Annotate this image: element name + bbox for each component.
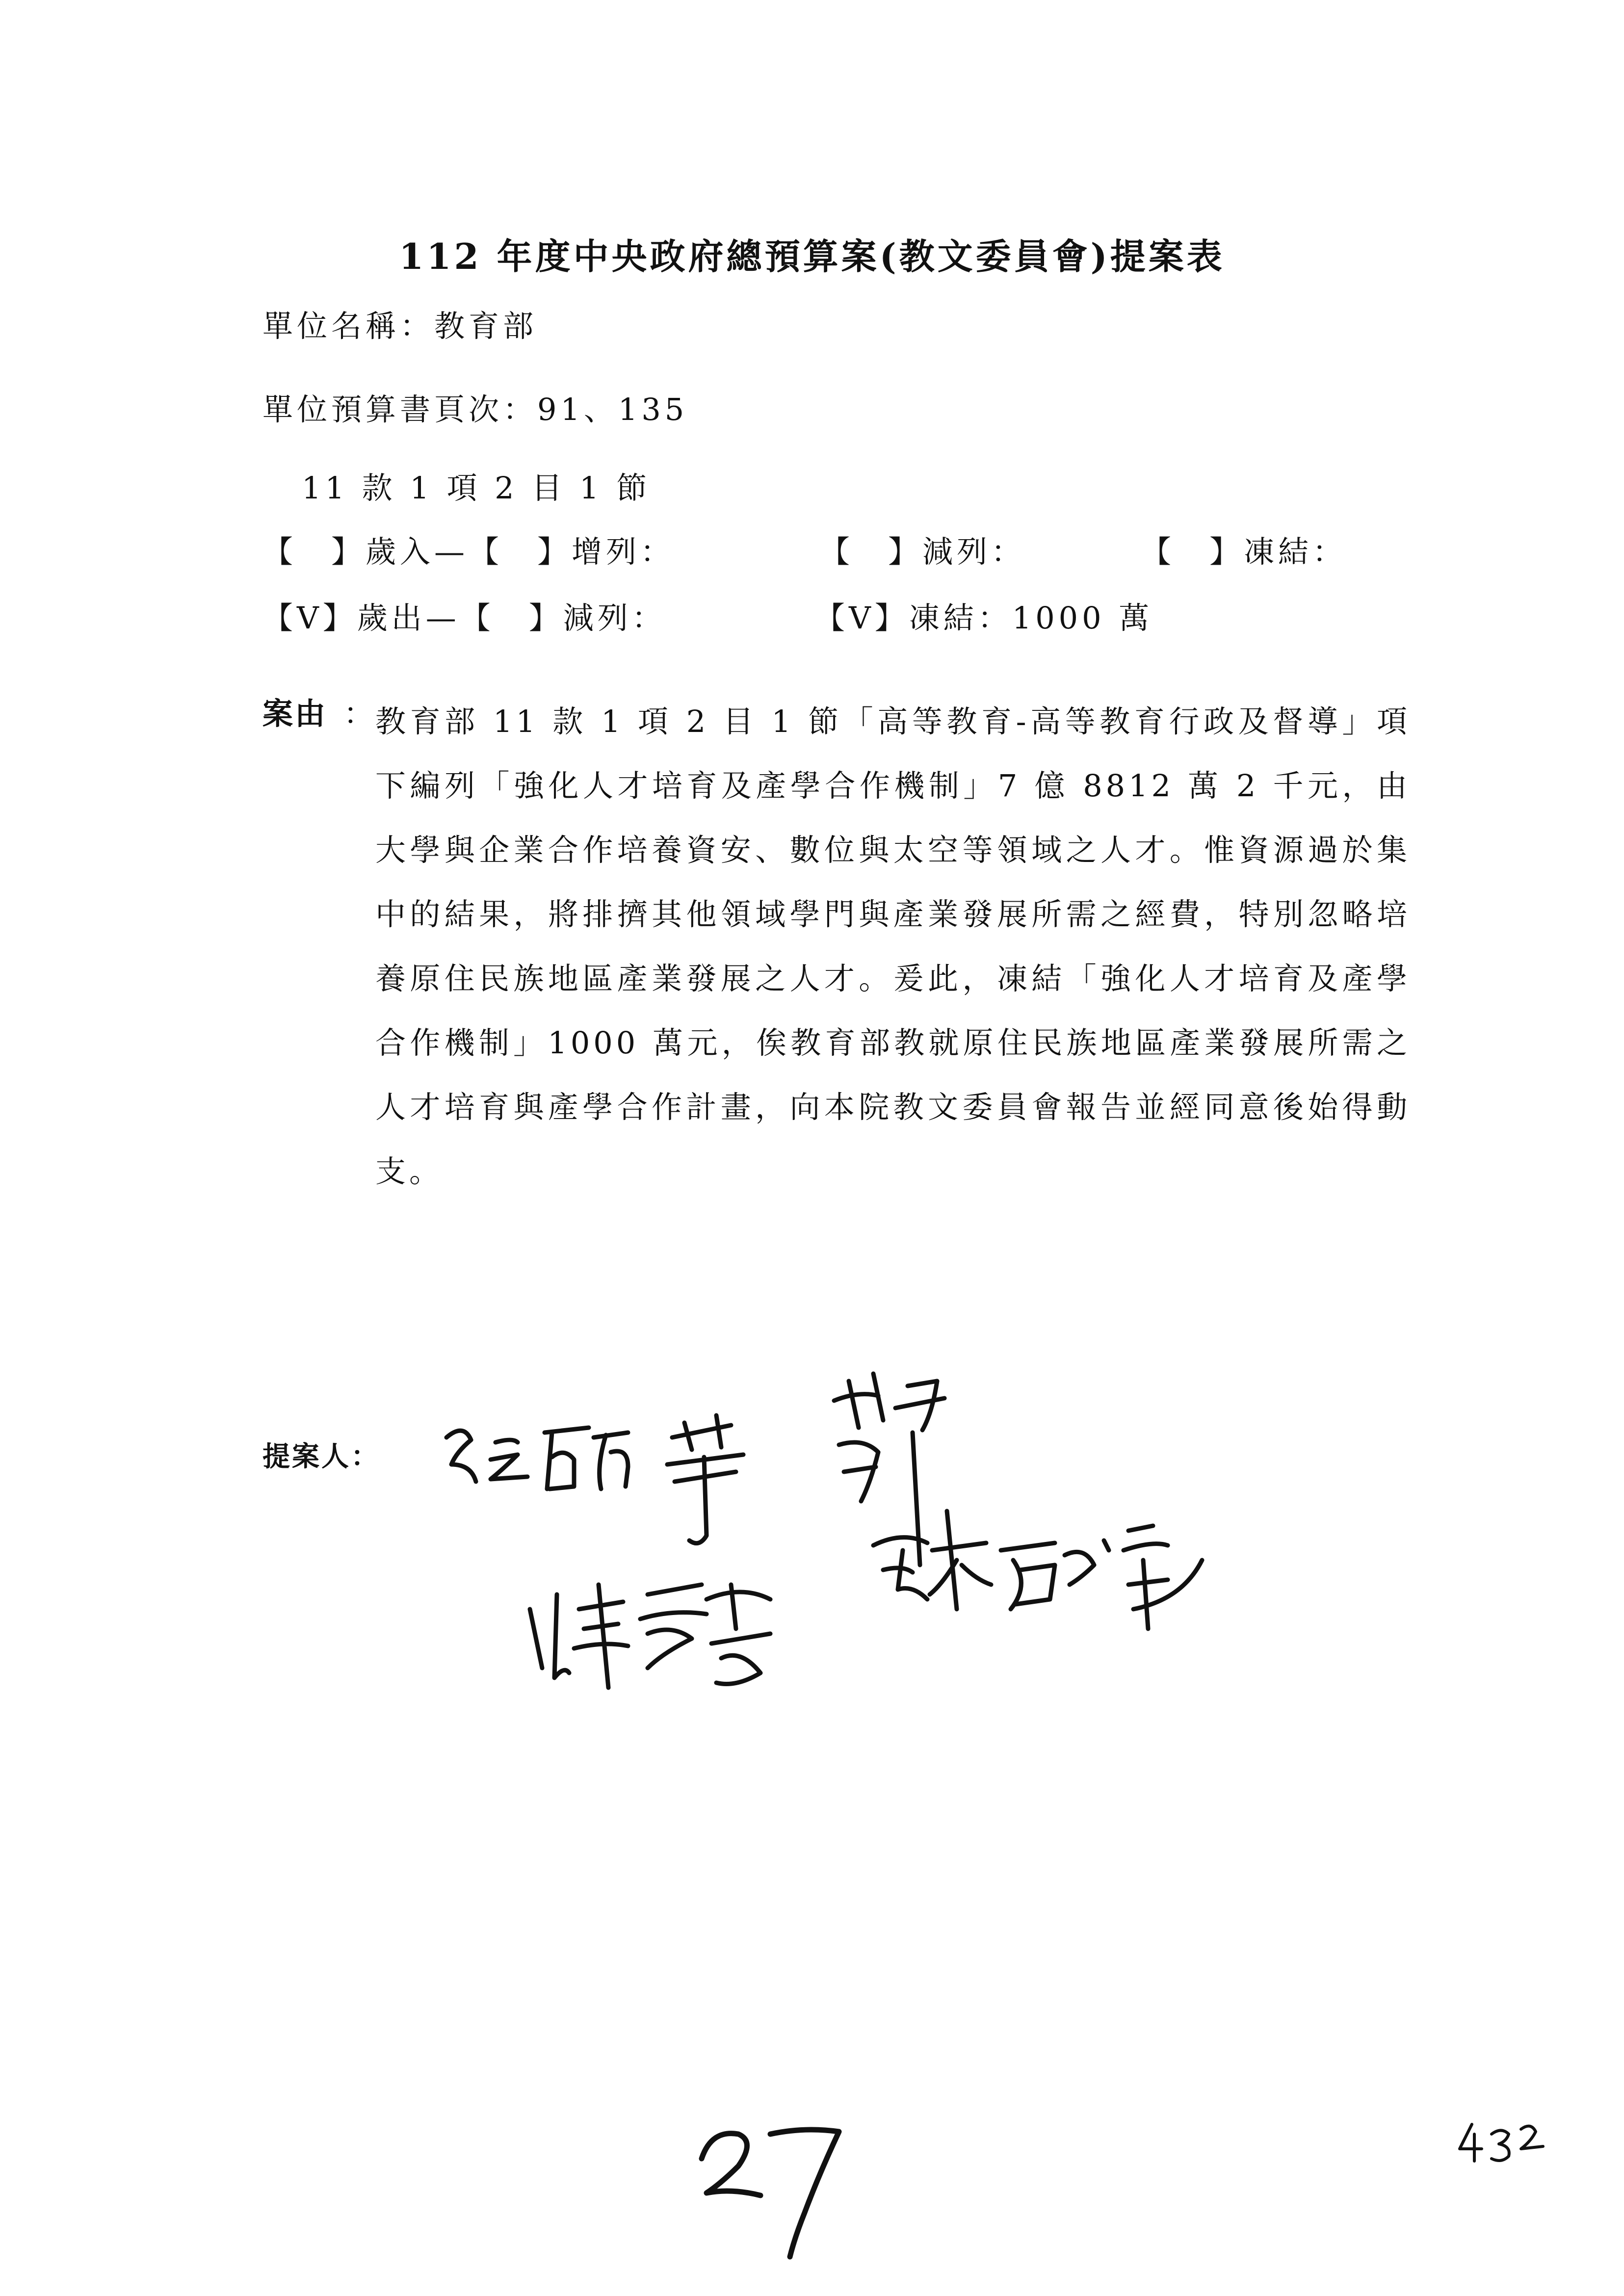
reason-colon: ： (343, 696, 374, 731)
expenditure-freeze-field: 【V】凍結：1000 萬 (814, 600, 1153, 636)
handwritten-page-number (692, 2114, 868, 2271)
section-code: 11 款 1 項 2 目 1 節 (302, 470, 651, 506)
proposer-signatures (417, 1354, 1398, 1756)
handwritten-sheet-number (1452, 2114, 1565, 2168)
revenue-decrease-field: 【 】減列： (819, 534, 1026, 570)
document-title: 112 年度中央政府總預算案(教文委員會)提案表 (399, 235, 1225, 277)
revenue-freeze-field: 【 】凍結： (1141, 534, 1347, 570)
expenditure-decrease-field: 【V】歲出—【 】減列： (262, 600, 666, 636)
revenue-increase-field: 【 】歲入—【 】增列： (262, 534, 675, 570)
unit-name: 單位名稱：教育部 (262, 308, 538, 344)
reason-text: 教育部 11 款 1 項 2 目 1 節「高等教育-高等教育行政及督導」項下編列「強化人才培育及產學合作機制」7 億 8812 萬 2 千元，由大學與企業合作培養資安、數位與太空等領域之人才。惟資源過於集中的結果，將排擠其他領域學門與產業發展所需之經費，特別忽略培養原住民族地區產業發展之人才。爰此，凍結「強化人才培育及產學合作機制」1000 萬元，俟教育部教就原住民族地區產業發展所需之人才培育與產學合作計畫，向本院教文委員會報告並經同意後始得動支。 (375, 704, 1411, 1189)
budget-pages: 單位預算書頁次：91、135 (262, 391, 688, 427)
reason-label: 案由 (262, 696, 328, 731)
proposer-label: 提案人： (262, 1440, 380, 1473)
